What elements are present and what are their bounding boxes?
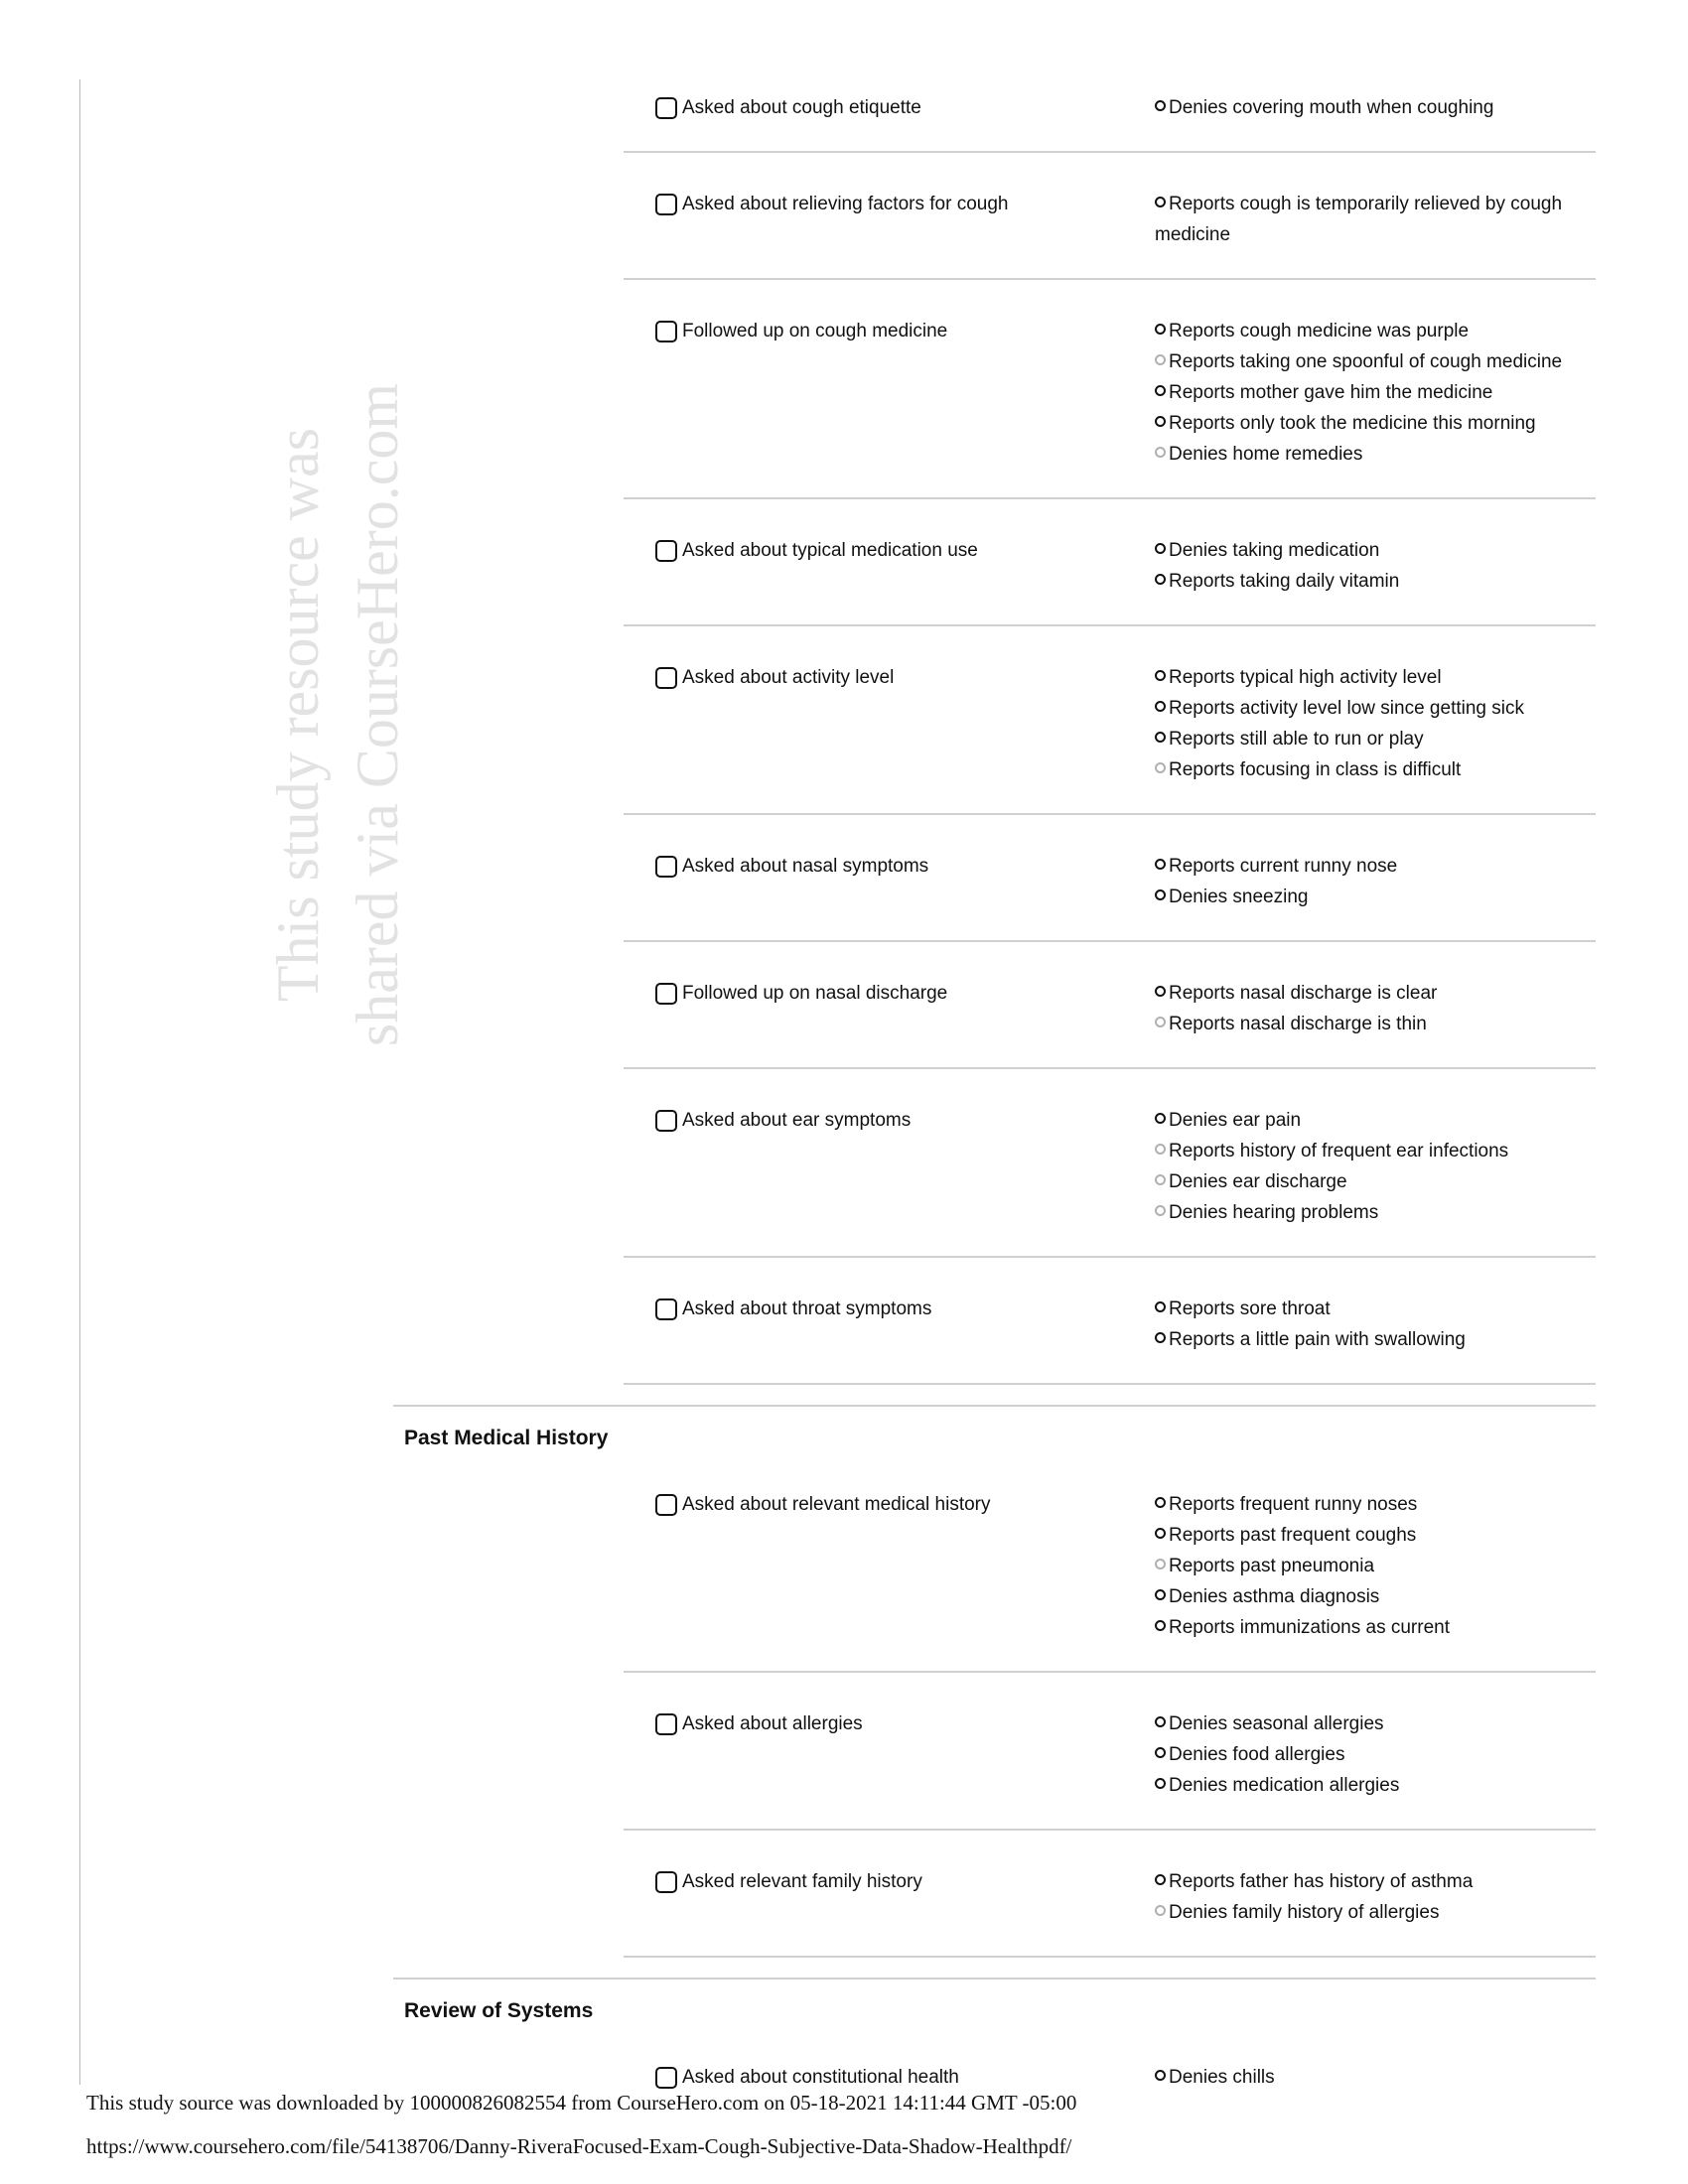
- checkbox-icon[interactable]: [655, 856, 677, 878]
- finding-text: Denies asthma diagnosis: [1169, 1586, 1380, 1607]
- checklist-row: [624, 280, 1596, 499]
- finding-text: Reports history of frequent ear infections: [1169, 1141, 1509, 1161]
- finding-text: Reports immunizations as current: [1169, 1617, 1450, 1638]
- finding-text: Reports cough medicine was purple: [1169, 321, 1470, 341]
- finding-item: [1155, 92, 1576, 123]
- checkbox-icon[interactable]: [655, 983, 677, 1005]
- checkbox-icon[interactable]: [655, 1713, 677, 1735]
- finding-text: Reports activity level low since getting sick: [1169, 698, 1524, 719]
- source-url[interactable]: https://www.coursehero.com/file/54138706/Danny-RiveraFocused-Exam-Cough-Subjective-Data-Shadow-Healthpdf/: [86, 2134, 1072, 2158]
- question-label: Followed up on nasal discharge: [682, 983, 948, 1004]
- circle-bullet-icon: [1155, 859, 1166, 870]
- findings-list: [1155, 851, 1596, 912]
- watermark-line-1: This study resource was: [265, 427, 331, 1003]
- question-label: Asked about allergies: [682, 1713, 863, 1734]
- finding-item: [1155, 1166, 1576, 1197]
- finding-text: Denies seasonal allergies: [1169, 1713, 1384, 1734]
- finding-item: [1155, 693, 1576, 724]
- finding-text: Denies covering mouth when coughing: [1169, 97, 1494, 118]
- findings-list: [1155, 978, 1596, 1039]
- circle-bullet-icon: [1155, 1497, 1166, 1508]
- finding-item: [1155, 566, 1576, 597]
- finding-text: Reports cough is temporarily relieved by cough medicine: [1155, 194, 1563, 245]
- checklist-row: [624, 2026, 1596, 2093]
- question-item[interactable]: [624, 662, 1155, 785]
- light-circle-bullet-icon: [1155, 1144, 1166, 1155]
- finding-text: Reports nasal discharge is clear: [1169, 983, 1438, 1004]
- question-item[interactable]: [624, 92, 1155, 123]
- checkbox-icon[interactable]: [655, 194, 677, 215]
- circle-bullet-icon: [1155, 574, 1166, 585]
- circle-bullet-icon: [1155, 197, 1166, 207]
- finding-text: Denies medication allergies: [1169, 1775, 1400, 1796]
- finding-item: [1155, 978, 1576, 1009]
- question-label: Asked about activity level: [682, 667, 895, 688]
- question-item[interactable]: [624, 1105, 1155, 1228]
- circle-bullet-icon: [1155, 1113, 1166, 1124]
- question-label: Asked about cough etiquette: [682, 97, 921, 118]
- circle-bullet-icon: [1155, 543, 1166, 554]
- finding-item: [1155, 662, 1576, 693]
- checkbox-icon[interactable]: [655, 2067, 677, 2089]
- section-title: Review of Systems: [404, 1999, 594, 2022]
- checklist-content: [0, 57, 1688, 2093]
- findings-list: [1155, 1489, 1596, 1643]
- finding-item: [1155, 1009, 1576, 1039]
- finding-text: Reports taking daily vitamin: [1169, 571, 1400, 592]
- question-label: Asked about ear symptoms: [682, 1110, 912, 1131]
- checkbox-icon[interactable]: [655, 1494, 677, 1516]
- checklist-row: [624, 626, 1596, 815]
- question-label: Asked relevant family history: [682, 1871, 922, 1892]
- finding-item: [1155, 1324, 1576, 1355]
- checklist-row: [624, 1831, 1596, 1958]
- checklist-section: [0, 1978, 1688, 2093]
- finding-text: Denies ear pain: [1169, 1110, 1302, 1131]
- finding-text: Denies taking medication: [1169, 540, 1380, 561]
- question-item[interactable]: [624, 535, 1155, 597]
- finding-item: [1155, 1770, 1576, 1801]
- finding-item: [1155, 851, 1576, 882]
- circle-bullet-icon: [1155, 1778, 1166, 1789]
- finding-item: [1155, 1105, 1576, 1136]
- finding-text: Denies home remedies: [1169, 444, 1363, 465]
- finding-item: [1155, 439, 1576, 470]
- findings-list: [1155, 1105, 1596, 1228]
- checkbox-icon[interactable]: [655, 1110, 677, 1132]
- finding-text: Denies chills: [1169, 2067, 1275, 2088]
- question-label: Asked about relieving factors for cough: [682, 194, 1009, 214]
- checklist-row: [624, 1673, 1596, 1831]
- question-label: Asked about throat symptoms: [682, 1298, 932, 1319]
- checkbox-icon[interactable]: [655, 321, 677, 342]
- circle-bullet-icon: [1155, 670, 1166, 681]
- finding-text: Denies ear discharge: [1169, 1171, 1347, 1192]
- checklist-row: [624, 1258, 1596, 1385]
- checkbox-icon[interactable]: [655, 1871, 677, 1893]
- question-label: Asked about typical medication use: [682, 540, 978, 561]
- question-item[interactable]: [624, 316, 1155, 470]
- circle-bullet-icon: [1155, 100, 1166, 111]
- section-divider: [393, 1978, 1596, 1979]
- circle-bullet-icon: [1155, 1332, 1166, 1343]
- finding-item: [1155, 1581, 1576, 1612]
- question-item[interactable]: [624, 1294, 1155, 1355]
- finding-item: [1155, 377, 1576, 408]
- circle-bullet-icon: [1155, 324, 1166, 335]
- light-circle-bullet-icon: [1155, 354, 1166, 365]
- question-item[interactable]: [624, 851, 1155, 912]
- finding-text: Denies family history of allergies: [1169, 1902, 1440, 1923]
- finding-item: [1155, 1866, 1576, 1897]
- checklist-row: [624, 942, 1596, 1069]
- question-item[interactable]: [624, 2062, 1155, 2093]
- light-circle-bullet-icon: [1155, 1017, 1166, 1027]
- finding-item: [1155, 346, 1576, 377]
- circle-bullet-icon: [1155, 1528, 1166, 1539]
- finding-item: [1155, 754, 1576, 785]
- question-label: Asked about constitutional health: [682, 2067, 959, 2088]
- finding-text: Reports past frequent coughs: [1169, 1525, 1417, 1546]
- checklist-row: [624, 57, 1596, 153]
- finding-text: Reports mother gave him the medicine: [1169, 382, 1493, 403]
- circle-bullet-icon: [1155, 416, 1166, 427]
- finding-item: [1155, 724, 1576, 754]
- finding-text: Reports current runny nose: [1169, 856, 1398, 877]
- circle-bullet-icon: [1155, 889, 1166, 900]
- finding-text: Reports only took the medicine this morning: [1169, 413, 1536, 434]
- section-title: Past Medical History: [404, 1427, 609, 1449]
- circle-bullet-icon: [1155, 1716, 1166, 1727]
- finding-text: Reports nasal discharge is thin: [1169, 1014, 1427, 1034]
- finding-text: Reports sore throat: [1169, 1298, 1331, 1319]
- circle-bullet-icon: [1155, 1747, 1166, 1758]
- findings-list: [1155, 316, 1596, 470]
- findings-list: [1155, 1294, 1596, 1355]
- finding-item: [1155, 1294, 1576, 1324]
- checklist-row: [624, 499, 1596, 626]
- download-note: This study source was downloaded by 100000826082554 from CourseHero.com on 05-18-2021 14:11:44 GMT -05:00: [86, 2091, 1077, 2115]
- findings-list: [1155, 1866, 1596, 1928]
- finding-item: [1155, 1489, 1576, 1520]
- finding-item: [1155, 1708, 1576, 1739]
- circle-bullet-icon: [1155, 986, 1166, 997]
- finding-item: [1155, 1612, 1576, 1643]
- question-label: Asked about relevant medical history: [682, 1494, 991, 1515]
- finding-text: Reports still able to run or play: [1169, 729, 1424, 750]
- circle-bullet-icon: [1155, 1301, 1166, 1312]
- question-item[interactable]: [624, 189, 1155, 250]
- checklist-section: [0, 1405, 1688, 1958]
- finding-item: [1155, 1551, 1576, 1581]
- findings-list: [1155, 2062, 1596, 2093]
- finding-text: Denies food allergies: [1169, 1744, 1345, 1765]
- finding-item: [1155, 1136, 1576, 1166]
- findings-list: [1155, 1708, 1596, 1801]
- light-circle-bullet-icon: [1155, 1559, 1166, 1570]
- checkbox-icon[interactable]: [655, 1298, 677, 1320]
- finding-item: [1155, 1197, 1576, 1228]
- finding-item: [1155, 316, 1576, 346]
- checkbox-icon[interactable]: [655, 97, 677, 119]
- question-item[interactable]: [624, 1489, 1155, 1643]
- question-label: Asked about nasal symptoms: [682, 856, 929, 877]
- light-circle-bullet-icon: [1155, 1205, 1166, 1216]
- findings-list: [1155, 92, 1596, 123]
- finding-item: [1155, 1520, 1576, 1551]
- checklist-section: [0, 57, 1688, 1385]
- circle-bullet-icon: [1155, 2070, 1166, 2081]
- light-circle-bullet-icon: [1155, 1174, 1166, 1185]
- finding-text: Reports a little pain with swallowing: [1169, 1329, 1466, 1350]
- circle-bullet-icon: [1155, 1589, 1166, 1600]
- light-circle-bullet-icon: [1155, 762, 1166, 773]
- question-label: Followed up on cough medicine: [682, 321, 948, 341]
- light-circle-bullet-icon: [1155, 1905, 1166, 1916]
- finding-text: Denies sneezing: [1169, 887, 1309, 907]
- checklist-row: [624, 815, 1596, 942]
- finding-text: Reports frequent runny noses: [1169, 1494, 1418, 1515]
- finding-item: [1155, 882, 1576, 912]
- circle-bullet-icon: [1155, 1874, 1166, 1885]
- finding-item: [1155, 408, 1576, 439]
- finding-text: Reports typical high activity level: [1169, 667, 1442, 688]
- checkbox-icon[interactable]: [655, 667, 677, 689]
- checklist-row: [624, 153, 1596, 280]
- finding-item: [1155, 1897, 1576, 1928]
- circle-bullet-icon: [1155, 1620, 1166, 1631]
- checkbox-icon[interactable]: [655, 540, 677, 562]
- finding-text: Reports past pneumonia: [1169, 1556, 1375, 1576]
- question-item[interactable]: [624, 978, 1155, 1039]
- finding-item: [1155, 1739, 1576, 1770]
- circle-bullet-icon: [1155, 385, 1166, 396]
- finding-text: Denies hearing problems: [1169, 1202, 1379, 1223]
- findings-list: [1155, 189, 1596, 250]
- finding-text: Reports taking one spoonful of cough medicine: [1169, 351, 1563, 372]
- checklist-row: [624, 1069, 1596, 1258]
- circle-bullet-icon: [1155, 732, 1166, 743]
- circle-bullet-icon: [1155, 701, 1166, 712]
- findings-list: [1155, 662, 1596, 785]
- finding-text: Reports father has history of asthma: [1169, 1871, 1474, 1892]
- watermark-line-2: shared via CourseHero.com: [345, 382, 410, 1047]
- finding-text: Reports focusing in class is difficult: [1169, 759, 1462, 780]
- finding-item: [1155, 535, 1576, 566]
- checklist-row: [624, 1453, 1596, 1673]
- finding-item: [1155, 2062, 1576, 2093]
- question-item[interactable]: [624, 1708, 1155, 1801]
- finding-item: [1155, 189, 1576, 250]
- section-divider: [393, 1405, 1596, 1407]
- findings-list: [1155, 535, 1596, 597]
- light-circle-bullet-icon: [1155, 447, 1166, 458]
- question-item[interactable]: [624, 1866, 1155, 1928]
